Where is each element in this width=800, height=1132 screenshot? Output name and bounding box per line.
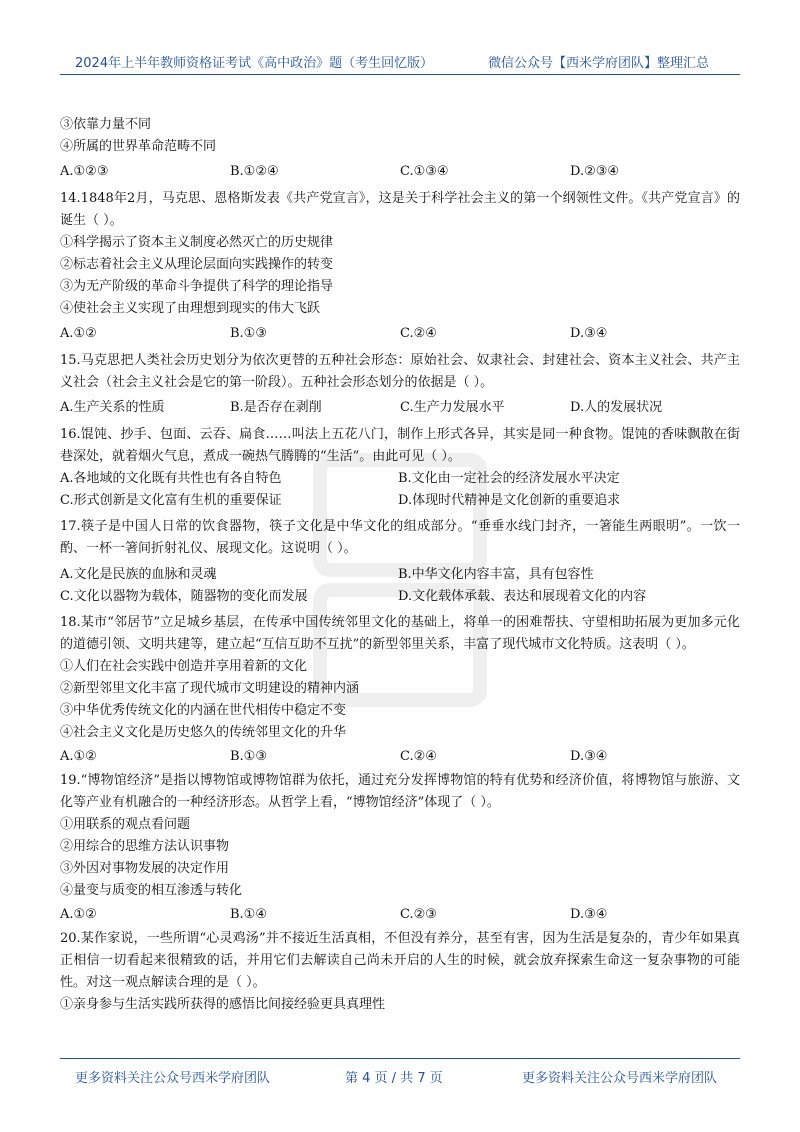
q19-stem: 19.“博物馆经济”是指以博物馆或博物馆群为依托，通过充分发挥博物馆的特有优势和经济价值，将博物馆与旅游、文化等产业有机融合的一种经济形态。从哲学上看，“博物馆经济”体现了（ ）。 — [60, 773, 740, 810]
q14-option-b: B.①③ — [230, 326, 267, 341]
q15-option-d: D.人的发展状况 — [570, 400, 663, 415]
q13-option-a: A.①②③ — [60, 164, 109, 179]
q15-option-c: C.生产力发展水平 — [400, 400, 505, 415]
q13-item-3: ③依靠力量不同 — [60, 117, 152, 132]
q14-stem: 14.1848年2月，马克思、恩格斯发表《共产党宣言》，这是关于科学社会主义的第一个纲领性文件。《共产党宣言》的诞生（ ）。 — [60, 191, 740, 228]
q18-item-3: ③中华优秀传统文化的内涵在世代相传中稳定不变 — [60, 703, 347, 718]
q17-option-b: B.中华文化内容丰富，具有包容性 — [398, 567, 594, 582]
q14-option-a: A.①② — [60, 326, 97, 341]
footer-divider — [60, 1058, 740, 1059]
q14-item-1: ①科学揭示了资本主义制度必然灭亡的历史规律 — [60, 235, 334, 250]
q13-option-c: C.①③④ — [400, 164, 449, 179]
q14-item-2: ②标志着社会主义从理论层面向实践操作的转变 — [60, 257, 334, 272]
q16-options-row1 — [60, 468, 740, 490]
q14-options — [60, 323, 740, 347]
q19-item-2: ②用综合的思维方法认识事物 — [60, 839, 230, 854]
q18-stem: 18.某市“邻居节”立足城乡基层，在传承中国传统邻里文化的基础上，将单一的困难帮扶、守望相助拓展为更加多元化的道德引领、文明共建等，建立起“互信互助不互扰”的新型邻里关系，丰富了现代城市文化特质。这表明（ ）。 — [60, 615, 740, 652]
document-body — [60, 114, 740, 1016]
q20-item-1: ①亲身参与生活实践所获得的感悟比间接经验更具真理性 — [60, 997, 386, 1012]
q13-option-b: B.①②④ — [230, 164, 279, 179]
q18-option-d: D.③④ — [570, 749, 608, 764]
q15-option-b: B.是否存在剥削 — [230, 400, 322, 415]
page-number: 第 4 页 / 共 7 页 — [345, 1071, 443, 1086]
q16-option-a: A.各地域的文化既有共性也有各自特色 — [60, 471, 282, 486]
q17-options-row1 — [60, 564, 740, 586]
q18-item-1: ①人们在社会实践中创造并享用着新的文化 — [60, 659, 308, 674]
header-title: 2024年上半年教师资格证考试《高中政治》题（考生回忆版） — [75, 56, 434, 71]
q15-options — [60, 397, 740, 421]
q17-option-d: D.文化载体承载、表达和展现着文化的内容 — [398, 589, 647, 604]
q14-item-4: ④使社会主义实现了由理想到现实的伟大飞跃 — [60, 301, 321, 316]
q14-option-c: C.②④ — [400, 326, 437, 341]
q18-option-b: B.①③ — [230, 749, 267, 764]
q19-item-3: ③外因对事物发展的决定作用 — [60, 861, 230, 876]
q13-item-4: ④所属的世界革命范畴不同 — [60, 139, 217, 154]
q18-option-c: C.②④ — [400, 749, 437, 764]
footer-left: 更多资料关注公众号西米学府团队 — [75, 1071, 271, 1086]
q15-option-a: A.生产关系的性质 — [60, 400, 165, 415]
q18-option-a: A.①② — [60, 749, 97, 764]
q19-item-4: ④量变与质变的相互渗透与转化 — [60, 883, 243, 898]
q19-option-c: C.②③ — [400, 907, 437, 922]
q13-option-d: D.②③④ — [570, 164, 620, 179]
q19-options — [60, 904, 740, 928]
q19-option-d: D.③④ — [570, 907, 608, 922]
q15-stem: 15.马克思把人类社会历史划分为依次更替的五种社会形态：原始社会、奴隶社会、封建社会、资本主义社会、共产主义社会（社会主义社会是它的第一阶段）。五种社会形态划分的依据是（ ）。 — [60, 353, 740, 390]
q17-options-row2 — [60, 586, 740, 608]
q18-options — [60, 746, 740, 770]
q13-options — [60, 161, 740, 185]
q20-stem: 20.某作家说，一些所谓“心灵鸡汤”并不接近生活真相，不但没有养分，甚至有害，因为生活是复杂的，青少年如果真正相信一切看起来很精致的话，并用它们去解读自己尚未开启的人生的时候，就会放弃探索生命这一复杂事物的可能性。对这一观点解读合理的是（ ）。 — [60, 931, 740, 990]
q16-option-d: D.体现时代精神是文化创新的重要追求 — [398, 493, 621, 508]
q18-item-2: ②新型邻里文化丰富了现代城市文明建设的精神内涵 — [60, 681, 360, 696]
footer-right: 更多资料关注公众号西米学府团队 — [522, 1071, 718, 1086]
q19-option-a: A.①② — [60, 907, 97, 922]
q16-options-row2 — [60, 490, 740, 512]
q19-option-b: B.①④ — [230, 907, 267, 922]
q16-option-b: B.文化由一定社会的经济发展水平决定 — [398, 471, 620, 486]
header-source: 微信公众号【西米学府团队】整理汇总 — [488, 56, 710, 71]
q17-stem: 17.筷子是中国人日常的饮食器物，筷子文化是中华文化的组成部分。“垂垂水线门封齐，一箸能生两眼明”。一饮一酌、一杯一箸间折射礼仪、展现文化。这说明（ ）。 — [60, 519, 740, 556]
q14-option-d: D.③④ — [570, 326, 608, 341]
q16-option-c: C.形式创新是文化富有生机的重要保证 — [60, 493, 282, 508]
q18-item-4: ④社会主义文化是历史悠久的传统邻里文化的升华 — [60, 725, 347, 740]
header-divider — [60, 74, 740, 75]
q19-item-1: ①用联系的观点看问题 — [60, 817, 191, 832]
q17-option-c: C.文化以器物为载体，随器物的变化而发展 — [60, 589, 308, 604]
q16-stem: 16.馄饨、抄手、包面、云吞、扁食……叫法上五花八门，制作上形式各异，其实是同一种食物。馄饨的香味飘散在街巷深处，就着烟火气息，煮成一碗热气腾腾的“生活”。由此可见（ ）。 — [60, 427, 740, 464]
q17-option-a: A.文化是民族的血脉和灵魂 — [60, 567, 217, 582]
q14-item-3: ③为无产阶级的革命斗争提供了科学的理论指导 — [60, 279, 334, 294]
